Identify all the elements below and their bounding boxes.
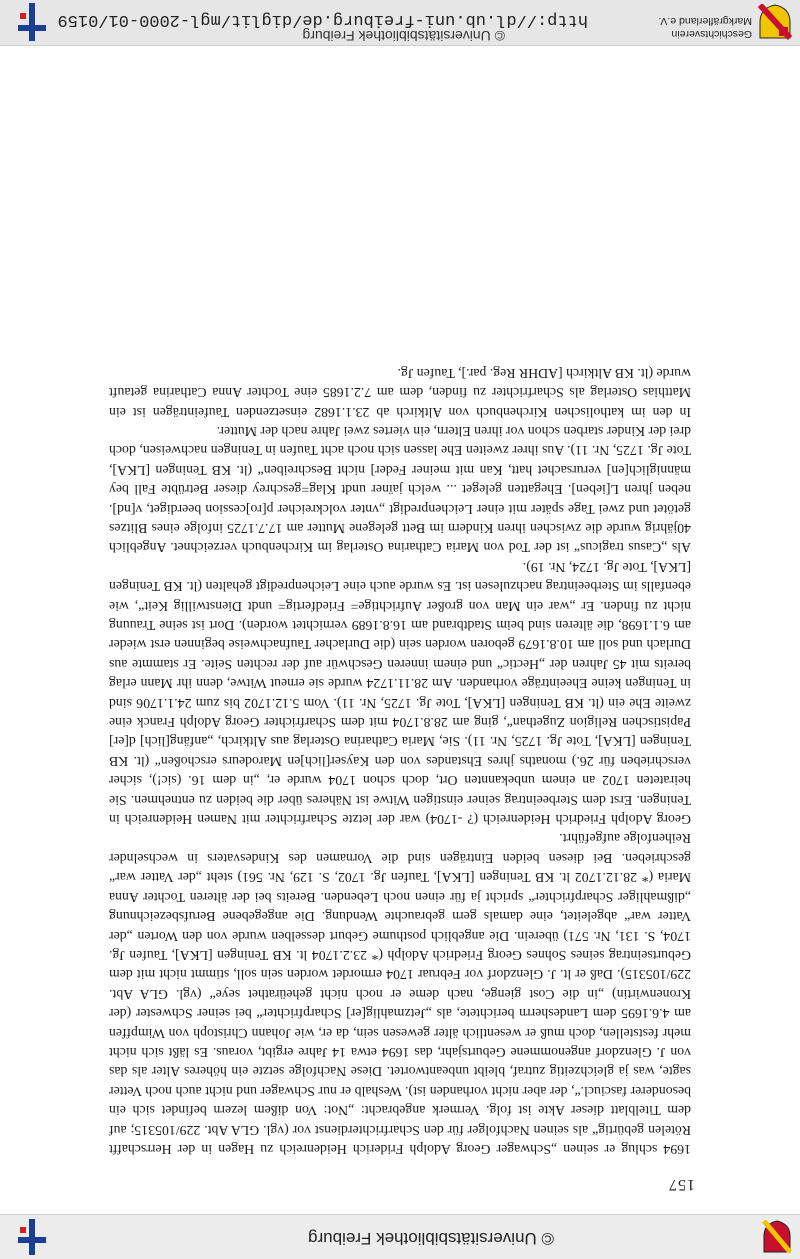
paragraph: 1694 schlug er seinen „Schwager Georg Adolph Friderich Heidenreich zu Hagen in der Herrschafft Rötelen gebürtig“ als seinen Nachfolger für den Scharfrichterdienst vor (vgl. GLA Abt. 229/105315; auf dem Titelblatt dieser Akte ist folg. Vermerk angebracht: „Not: Von dißem lezern befindet sich ein besonderer fasciucl.“, der aber nicht vorhanden ist). Weshalb er nur Schwager und nicht auch noch Vetter sagte, was ja gleichzeitig zutraf, bleibt unbeantwortet. Diese Nachfolge setzte ein höheres Alter als das von J. Glenzdorf angenommene Geburtsjahr, das 1694 etwa 14 Jahre ergibt, voraus. Es läßt sich nicht mehr feststellen, doch muß er wesentlich älter gewesen sein, da er, wie Johann Christoph von Wimpffen am 4.6.1695 dem Landesherrn berichtete, als „Jetzmahlig[er] Scharpfrichter“ bei seiner Schwester (der Kronenwirtin) „in die Cost gienge, nach deme er noch nicht geheürathet seye“ (vgl. GLA Abt. 229/105315). Daß er lt. J. Glenzdorf vor Februar 1704 ermordet worden sein soll, stimmt nicht mit dem Geburtseintrag seines Sohnes Georg Friedrich Adolph (* 23.2.1704 lt. KB Teningen [LKA], Taufen Jg. 1704, S. 131, Nr. 571) überein. Die angeblich posthume Geburt desselben wurde von den Worten „der Vatter war“ abgeleitet, eine damals gern gebrauchte Wendung. Die angegebene Berufsbezeichnung „dißmahliger Scharpfrichter“ spricht ja für einen noch Lebenden. Bereits bei der älteren Tochter Anna Maria (* 28.12.1702 lt. KB Teningen [LKA], Taufen Jg. 1702, S. 129, Nr. 561) steht „der Vatter war“ geschrieben. Bei diesen beiden Einträgen sind die Vornamen des Kindesvaters in wechselnder Reihenfolge aufgeführt. xyxy=(109,831,691,1157)
geschichtsverein-coat-of-arms-icon xyxy=(758,4,792,40)
university-library-logo-icon xyxy=(18,3,46,41)
permalink-url[interactable]: http://dl.ub.uni-freiburg.de/diglit/mgl-2000-01/0159 xyxy=(57,10,588,29)
footer-copyright: © Universitätsbibliothek Freiburg xyxy=(302,28,505,44)
footer-bar xyxy=(0,0,800,46)
paragraph: In den im katholischen Kirchenbuch von Altkirch ab 23.1.1682 einsetzenden Taufeinträgen ist ein Matthias Osterlag als Scharfrichter zu finden, dem am 7.2.1685 eine Tochter Anna Catharina getauft wurde (lt. KB Altkirch [ADHR Reg. par.], Taufen Jg. xyxy=(109,365,691,420)
page-number: 157 xyxy=(668,1176,695,1193)
society-name-line2: Markgräflerland e.V. xyxy=(658,15,752,27)
society-name-line1: Geschichtsverein xyxy=(671,28,752,40)
document-body xyxy=(109,363,691,1159)
coat-of-arms-icon xyxy=(762,1220,792,1254)
header-copyright: © Universitätsbibliothek Freiburg xyxy=(308,1229,554,1248)
society-name xyxy=(658,14,752,40)
paragraph: Als „Casus tragicus“ ist der Tod von Maria Catharina Osterlag im Kirchenbuch verzeichnet. Angeblich 40jährig wurde die zwischen ihren Kindern im Bett gelegene Mutter am 17.7.1725 infolge eines Blitzes getötet und zwei Tage später mit einer Leichenpredigt „vnter volckreicher p[ro]cession beerdiget, v[nd]. neben jhren L[ieben]. Ehegatten geleget ... welch jaïner undt Klag=geschrey dieser Betrübte Fall bey männiglich[en] verursachet hatt, Kan mit meiner Feder] nicht Beschreiben“ (lt. KB Teningen [LKA], Tote Jg. 1725, Nr. 11). Aus ihrer zweiten Ehe lassen sich noch acht Taufen in Teningen nachweisen, doch drei der Kinder starben schon vor ihren Eltern, ein viertes zwei Jahre nach der Mutter. xyxy=(109,423,691,556)
header-bar xyxy=(0,1214,800,1259)
paragraph: Georg Adolph Friedrich Heidenreich (? -1704) war der letzte Scharfrichter mit Namen Heidenreich in Teningen. Erst dem Sterbeeintrag seiner einstigen Witwe ist Näheres über die beiden zu entnehmen. Sie heirateten 1702 an einem unbekannten Ort, doch schon 1704 wurde er, „in dem 16. (sic!), sicher verschrieben für 26.) monaths jhres Ehstandes von den Kayser[lich]en Marodeurs erschoßen“ (lt. KB Teningen [LKA], Tote Jg. 1725, Nr. 11). Sie, Maria Catharina Osterlag aus Altkirch, „anfäng[lich] d[er] Papistischen Religion Zugethan“, ging am 28.8.1704 mit dem Scharfrichter Georg Adolph Franck eine zweite Ehe ein (lt. KB Teningen [LKA], Tote Jg. 1725, Nr. 11). Vom 5.12.1702 bis zum 24.1.1706 sind in Teningen keine Eheeinträge vorhanden. Am 28.11.1724 wurde sie erneut Witwe, denn ihr Mann erlag bereits mit 45 Jahren der „Hectic“ und einem inneren Geschwür auf der rechten Seite. Er stammte aus Durlach und soll am 10.8.1679 geboren worden sein (die Durlacher Taufnachweise beginnen erst wieder am 6.1.1698, die älteren sind beim Stadtbrand am 16.8.1689 vernichtet worden). Dort ist seine Trauung nicht zu finden. Er „war ein Man von großer Aufrichtige= Friedfertig= undt Dienstwillig Keit“, wie ebenfalls im Sterbeeintrag nachzulesen ist. Es wurde auch eine Leichenpredigt gehalten (lt. KB Teningen [LKA], Tote Jg. 1724, Nr. 19). xyxy=(109,559,691,828)
university-library-logo-icon xyxy=(18,1219,46,1255)
